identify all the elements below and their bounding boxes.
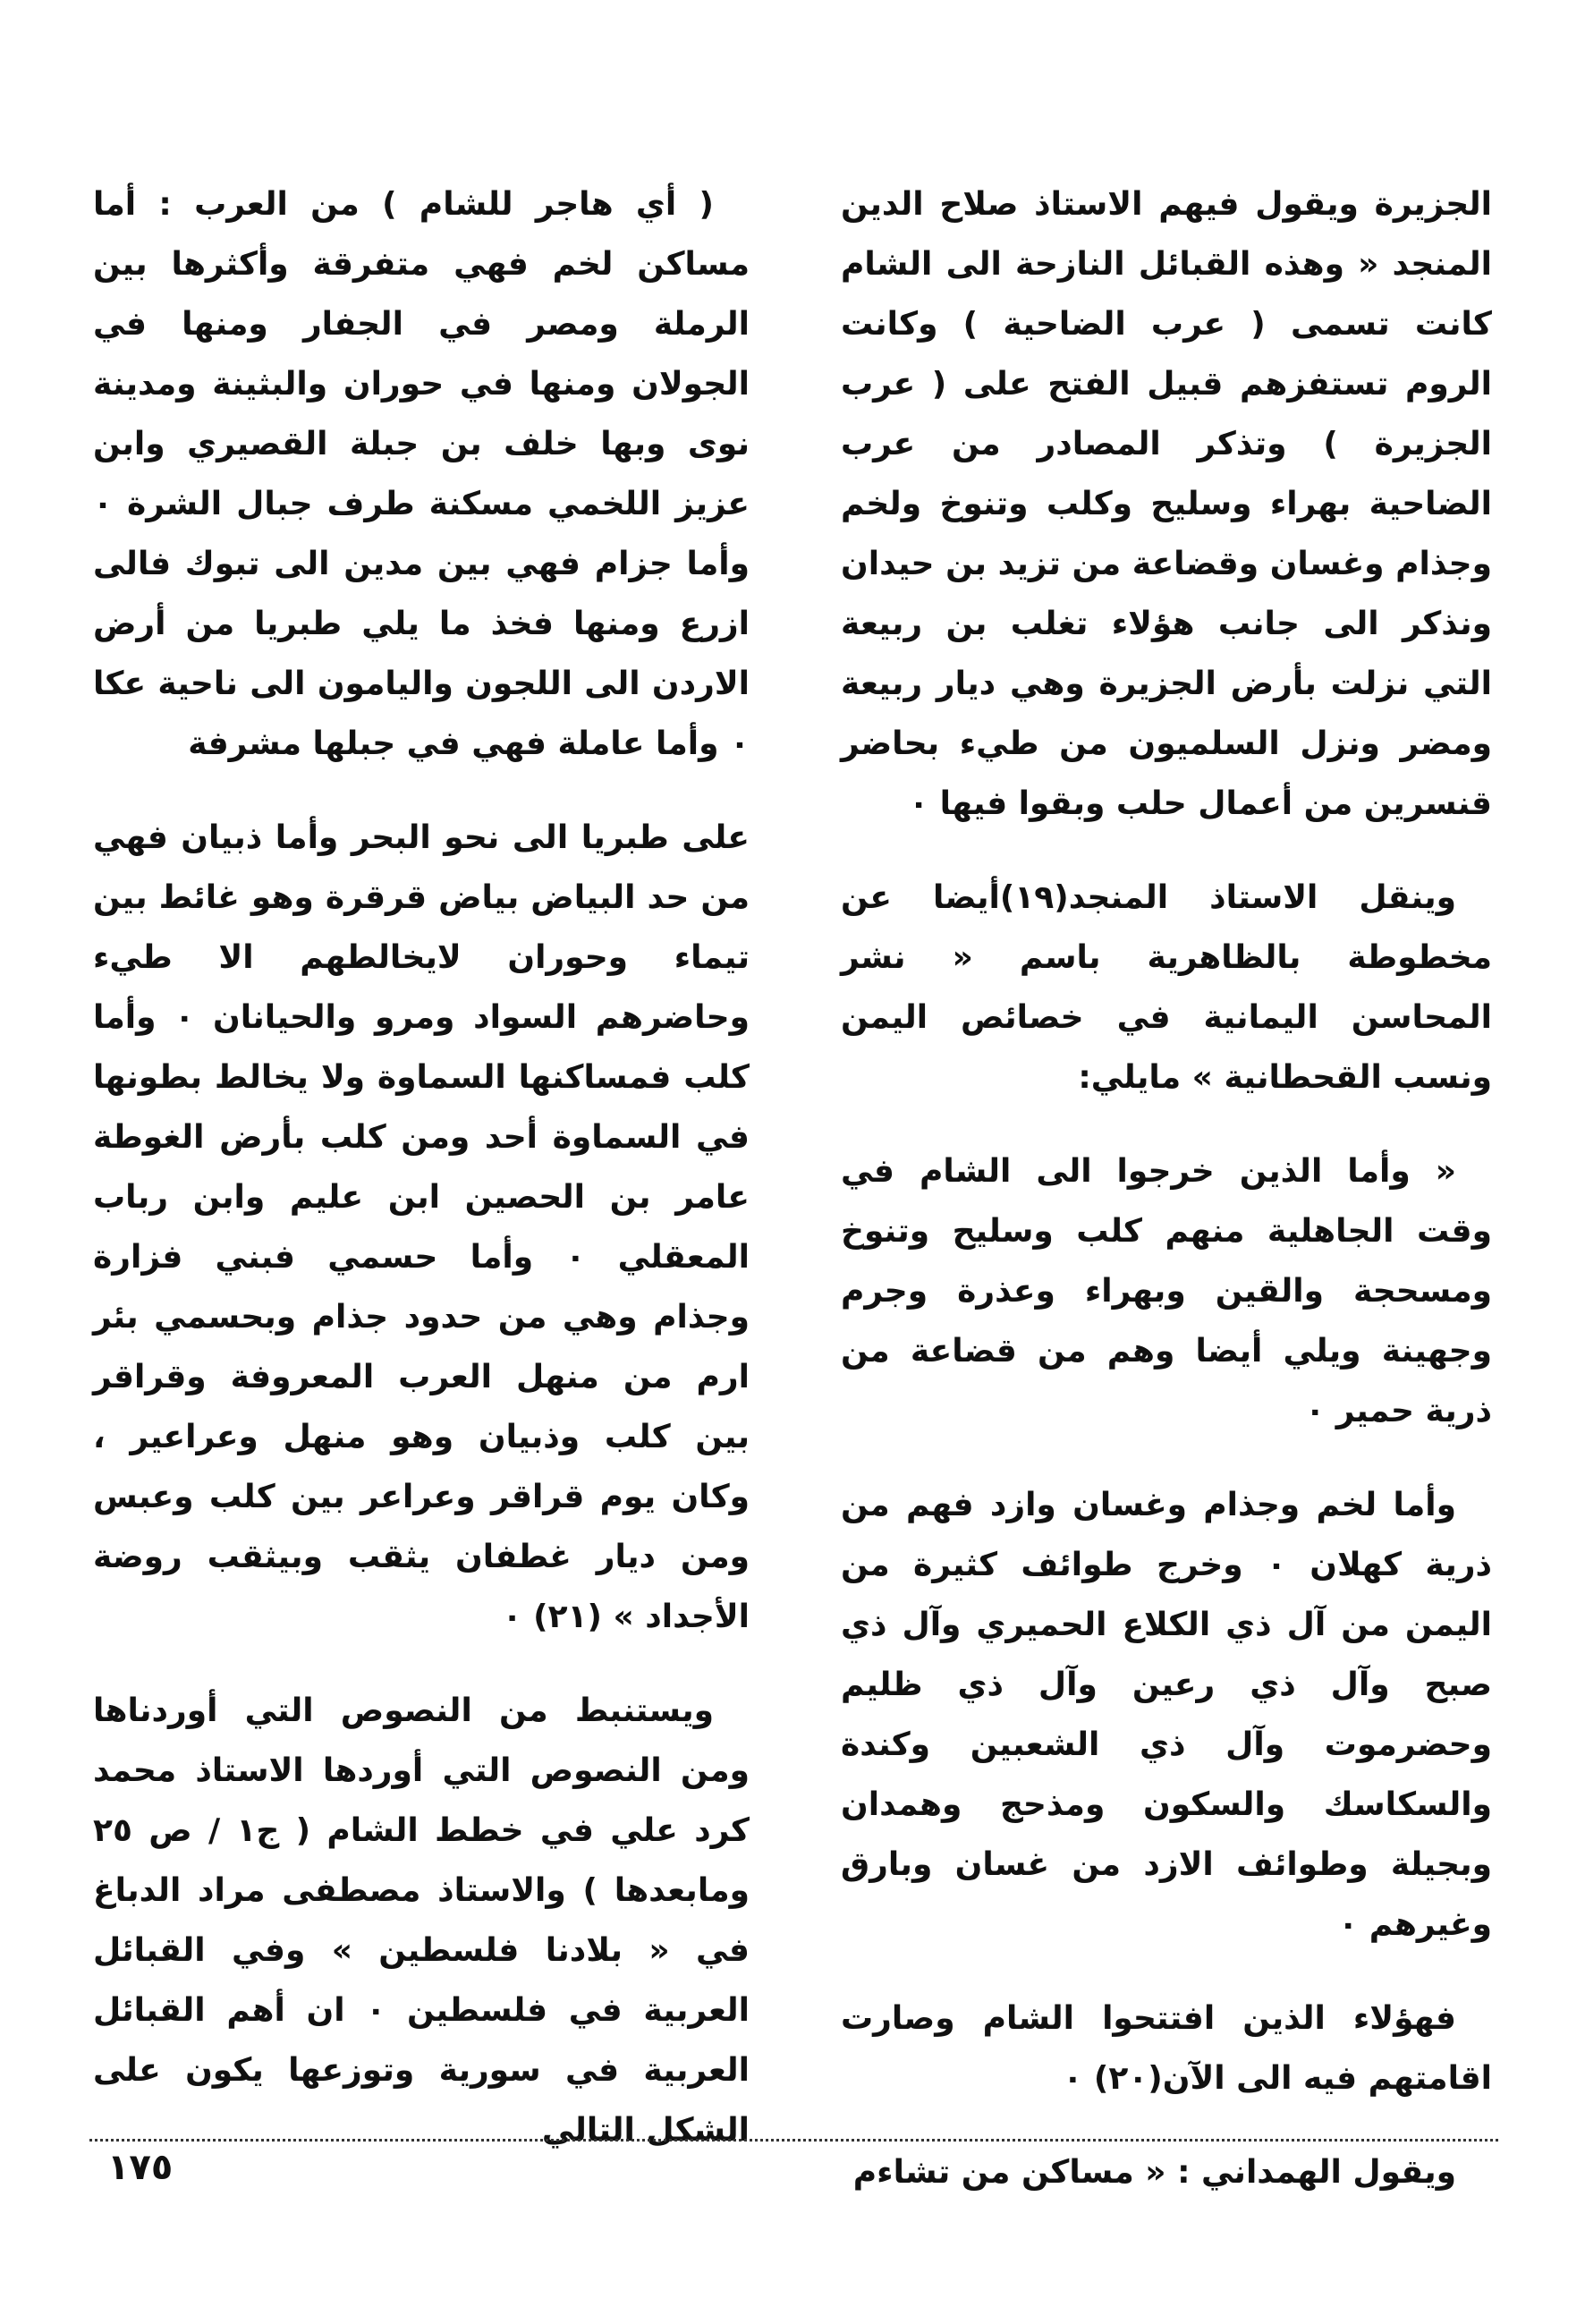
paragraph: الجزيرة ويقول فيهم الاستاذ صلاح الدين المنجد « وهذه القبائل النازحة الى الشام كانت تسمى ( عرب الضاحية ) وكانت الروم تستفزهم قبيل الفتح على ( عرب الجزيرة ) وتذكر المصادر من عرب الضاحية بهراء وسليح وكلب وتنوخ ولخم وجذام وغسان وقضاعة من تزيد بن حيدان ونذكر الى جانب هؤلاء تغلب بن ربيعة التي نزلت بأرض الجزيرة وهي ديار ربيعة ومضر ونزل السلميون من طيء بحاضر قنسرين من أعمال حلب وبقوا فيها ٠: [841, 186, 1492, 822]
paragraph: وينقل الاستاذ المنجد(١٩)أيضا عن مخطوطة بالظاهرية باسم « نشر المحاسن اليمانية في خصائص اليمن ونسب القحطانية » مايلي:: [841, 879, 1492, 1096]
paragraph: ويستنبط من النصوص التي أوردناها ومن النصوص التي أوردها الاستاذ محمد كرد علي في خطط الشام ( ج١ / ص ٢٥ ومابعدها ) والاستاذ مصطفى مراد الدباغ في « بلادنا فلسطين » وفي القبائل العربية في فلسطين ٠ ان أهم القبائل العربية في سورية وتوزعها يكون على الشكل التالي: [93, 1692, 750, 2149]
right-text-column: [841, 174, 1492, 2236]
paragraph: ( أي هاجر للشام ) من العرب : أما مساكن لخم فهي متفرقة وأكثرها بين الرملة ومصر في الجفار ومنها في الجولان ومنها في حوران والبثينة ومدينة نوى وبها خلف بن جبلة القصيري وابن عزيز اللخمي مسكنة طرف جبال الشرة ٠ وأما جزام فهي بين مدين الى تبوك فالى ازرع ومنها فخذ ما يلي طبريا من أرض الاردن الى اللجون واليامون الى ناحية عكا ٠ وأما عاملة فهي في جبلها مشرفة: [93, 186, 750, 762]
left-text-column: [93, 174, 750, 2194]
footer-divider: [89, 2139, 1498, 2142]
page-number: ١٧٥: [107, 2147, 174, 2188]
paragraph: ويقول الهمداني : « مساكن من تشاءم: [852, 2154, 1456, 2191]
paragraph: وأما لخم وجذام وغسان وازد فهم من ذرية كهلان ٠ وخرج طوائف كثيرة من اليمن من آل ذي الكلاع الحميري وآل ذي صبح وآل ذي رعين وآل ذي ظليم وحضرموت وآل ذي الشعبين وكندة والسكاسك والسكون ومذحج وهمدان وبجيلة وطوائف الازد من غسان وبارق وغيرهم ٠: [841, 1487, 1492, 1943]
paragraph: « وأما الذين خرجوا الى الشام في وقت الجاهلية منهم كلب وسليح وتنوخ ومسحجة والقين وبهراء وعذرة وجرم وجهينة ويلي أيضا وهم من قضاعة من ذرية حمير ٠: [841, 1153, 1492, 1429]
paragraph: فهؤلاء الذين افتتحوا الشام وصارت اقامتهم فيه الى الآن(٢٠) ٠: [841, 2000, 1492, 2097]
paragraph: على طبريا الى نحو البحر وأما ذبيان فهي من حد البياض بياض قرقرة وهو غائط بين تيماء وحوران لايخالطهم الا طيء وحاضرهم السواد ومرو والحيانان ٠ وأما كلب فمساكنها السماوة ولا يخالط بطونها في السماوة أحد ومن كلب بأرض الغوطة عامر بن الحصين ابن عليم وابن رباب المعقلي ٠ وأما حسمي فبني فزارة وجذام وهي من حدود جذام وبحسمي بئر ارم من منهل العرب المعروفة وقراقر بين كلب وذبيان وهو منهل وعراعير ، وكان يوم قراقر وعراعر بين كلب وعبس ومن ديار غطفان يثقب وبيثقب روضة الأجداد » (٢١) ٠: [93, 819, 750, 1635]
